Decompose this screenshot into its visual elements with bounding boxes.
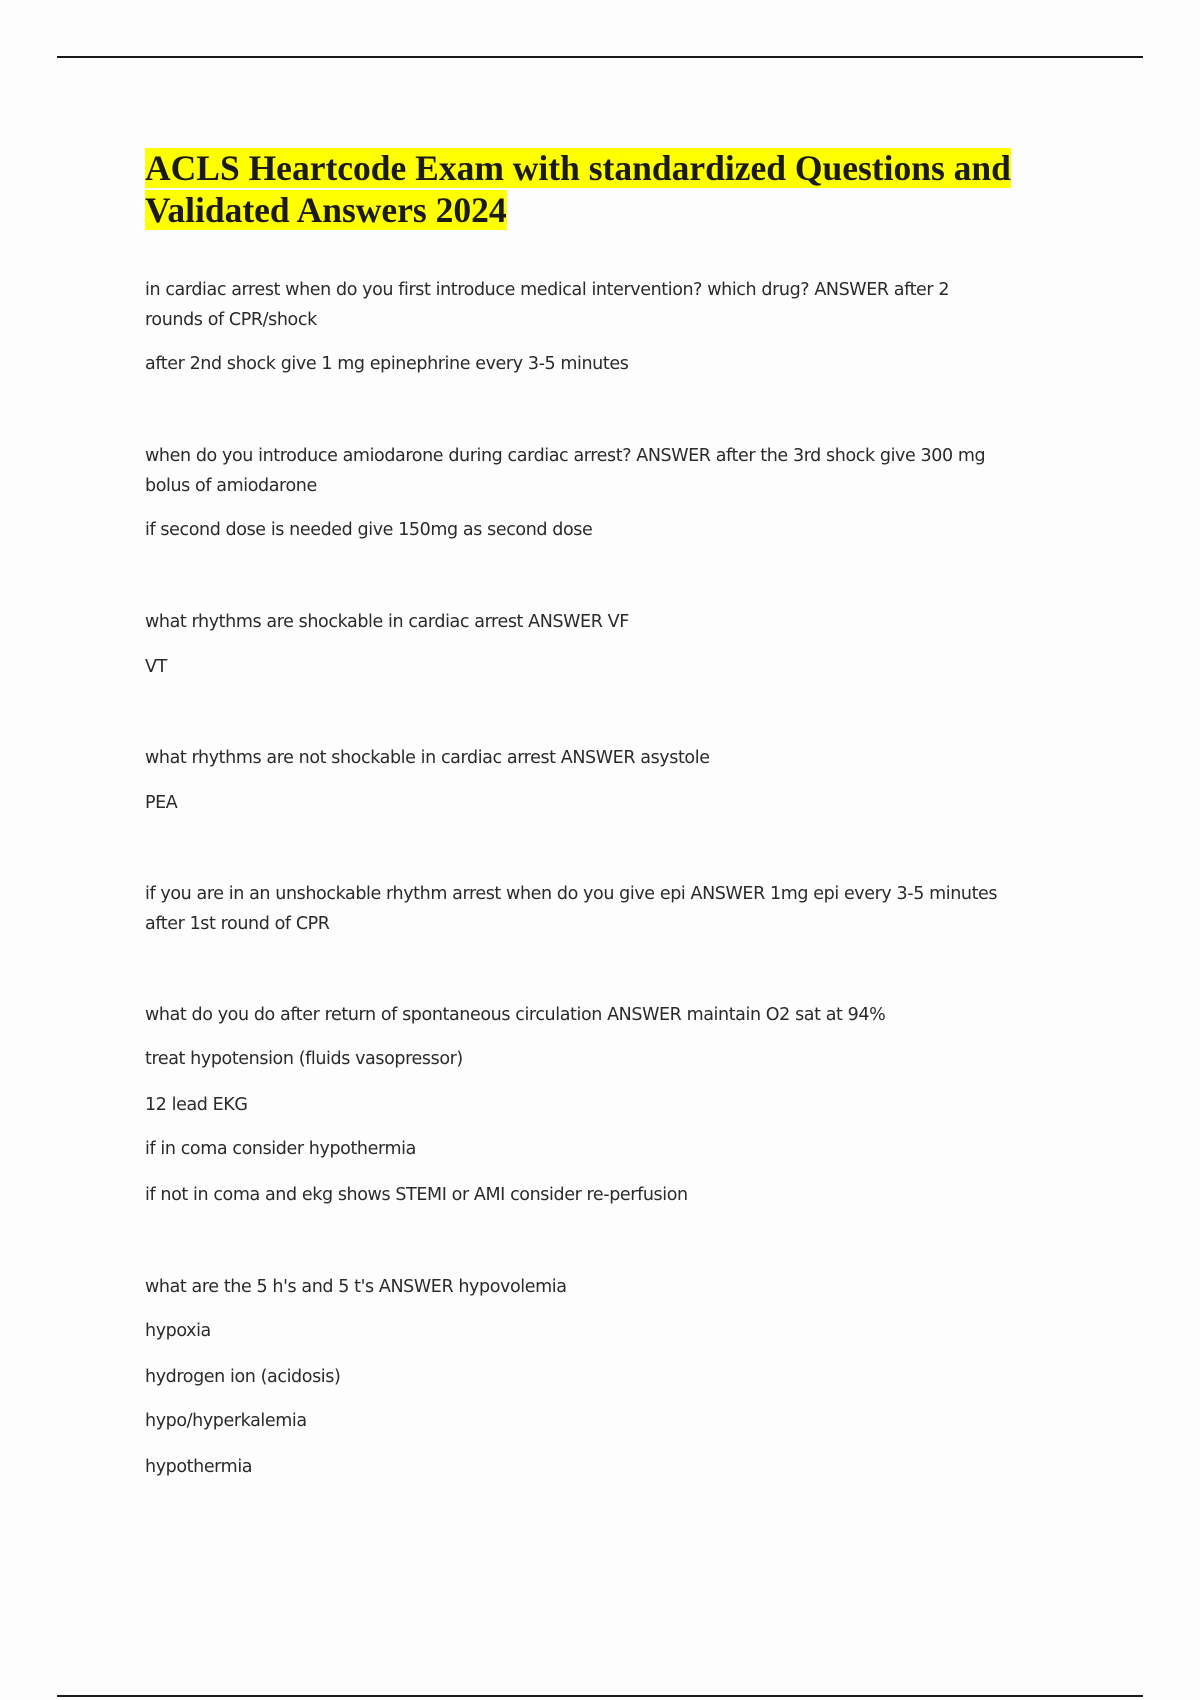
answer-1-detail: after 2nd shock give 1 mg epinephrine every 3-5 minutes [145,354,629,374]
answer-6-detail-1: treat hypotension (fluids vasopressor) [145,1049,463,1069]
question-1-line-2: rounds of CPR/shock [145,310,317,330]
question-1-line-1: in cardiac arrest when do you first introduce medical intervention? which drug? ANSWER after 2 [145,280,950,300]
title-line-1: ACLS Heartcode Exam with standardized Questions and [145,148,1011,188]
footer-rule [57,1695,1143,1697]
answer-7-detail-3: hypo/hyperkalemia [145,1411,307,1431]
question-6: what do you do after return of spontaneous circulation ANSWER maintain O2 sat at 94% [145,1005,886,1025]
answer-4-detail: PEA [145,793,178,813]
answer-7-detail-1: hypoxia [145,1321,211,1341]
question-2-line-2: bolus of amiodarone [145,476,317,496]
answer-6-detail-3: if in coma consider hypothermia [145,1139,416,1159]
answer-7-detail-2: hydrogen ion (acidosis) [145,1367,341,1387]
question-2-line-1: when do you introduce amiodarone during cardiac arrest? ANSWER after the 3rd shock give 300 mg [145,446,986,466]
document-title [145,147,1085,231]
answer-2-detail: if second dose is needed give 150mg as second dose [145,520,593,540]
question-7: what are the 5 h's and 5 t's ANSWER hypovolemia [145,1277,567,1297]
answer-6-detail-4: if not in coma and ekg shows STEMI or AMI consider re-perfusion [145,1185,688,1205]
answer-3-detail: VT [145,657,167,677]
answer-7-detail-4: hypothermia [145,1457,253,1477]
question-3: what rhythms are shockable in cardiac arrest ANSWER VF [145,612,629,632]
title-line-2: Validated Answers 2024 [145,190,507,230]
question-5-line-2: after 1st round of CPR [145,914,330,934]
answer-6-detail-2: 12 lead EKG [145,1095,248,1115]
question-5-line-1: if you are in an unshockable rhythm arrest when do you give epi ANSWER 1mg epi every 3-5 minutes [145,884,998,904]
question-4: what rhythms are not shockable in cardiac arrest ANSWER asystole [145,748,710,768]
header-rule [57,56,1143,58]
